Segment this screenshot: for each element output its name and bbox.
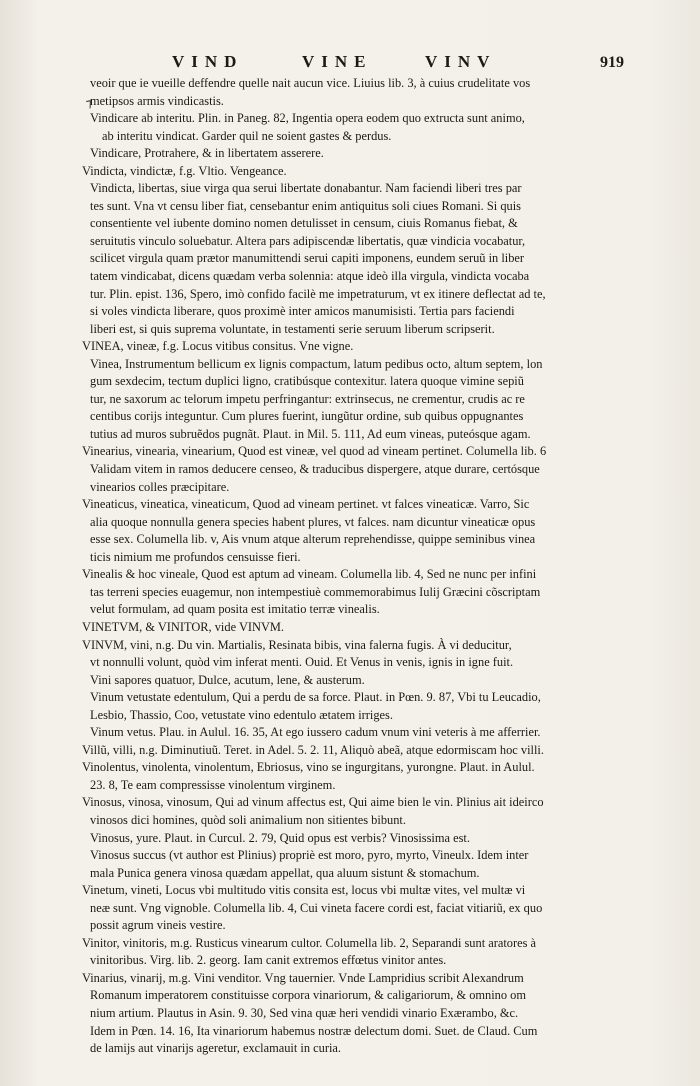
text-line: Validam vitem in ramos deducere censeo, & traducibus dispergere, atque durare, certósque: [90, 462, 540, 477]
text-line: seruitutis vinculo soluebatur. Altera pars adipiscendæ libertatis, quæ vindicia vocabatur,: [90, 233, 526, 248]
text-line: ticis nimium me profundos censuisse fieri.: [90, 549, 301, 564]
text-line: Vinitor, vinitoris, m.g. Rusticus vinearum cultor. Columella lib. 2, Separandi sunt aratores à: [82, 935, 537, 950]
text-line: neæ sunt. Vng vignoble. Columella lib. 4, Cui vineta facere cordi est, faciat vitiariũ, ex quo: [90, 900, 543, 915]
running-head-word: VINV: [425, 52, 497, 71]
text-line: tes sunt. Vna vt censu liber fiat, censebantur enim antiquitus soli ciues Romani. Si quis: [90, 198, 521, 213]
page-number: 919: [600, 54, 624, 71]
text-line: mala Punica genera vinosa quædam appellat, qua aluum sistunt & stomachum.: [90, 865, 480, 880]
text-line: Idem in Pœn. 14. 16, Ita vinariorum habemus nostræ delectum domi. Suet. de Claud. Cum: [90, 1023, 538, 1038]
text-line: liberi est, si quis suprema voluntate, in testamenti serie seruum liberum scripserit.: [90, 321, 495, 336]
text-line: Villũ, villi, n.g. Diminutiuũ. Teret. in Adel. 5. 2. 11, Aliquò abeã, atque edormiscam hoc villi.: [82, 742, 544, 757]
running-head: [150, 52, 620, 74]
text-line: Vinum vetustate edentulum, Qui a perdu de sa force. Plaut. in Pœn. 9. 87, Vbi tu Leucadio,: [90, 690, 541, 705]
text-line: Vindicare, Protrahere, & in libertatem asserere.: [90, 146, 324, 161]
text-line: tur. Plin. epist. 136, Spero, imò confido facilè me impetraturum, vt ex itinere deflectat ad te,: [90, 286, 546, 301]
text-line: vinosos dici homines, quòd soli animalium non sitientes bibunt.: [90, 812, 406, 827]
text-line: Vinetum, vineti, Locus vbi multitudo vitis consita est, locus vbi multæ vites, vel multæ vi: [82, 883, 526, 898]
dictionary-body: [82, 75, 634, 1058]
running-head-word: VINE: [302, 52, 373, 71]
text-line: tur, ne saxorum ac telorum impetu perfringantur: extrinsecus, ne crementur, crudis ac re: [90, 391, 525, 406]
text-line: Vini sapores quatuor, Dulce, acutum, lene, & austerum.: [90, 672, 365, 687]
text-line: alia quoque nonnulla genera species habent plures, vt falces. nam dicuntur vineaticæ opus: [90, 514, 536, 529]
text-line: Vinum vetus. Plau. in Aulul. 16. 35, At ego iussero cadum vnum vini veteris à me afferrier.: [90, 725, 541, 740]
text-line: consentiente vel iubente domino nomen detulisset in censum, ciuis Romanus fiebat, &: [90, 216, 518, 231]
text-line: Vineaticus, vineatica, vineaticum, Quod ad vineam pertinet. vt falces vineaticæ. Varro, Sic: [82, 497, 530, 512]
text-line: 23. 8, Te eam compressisse vinolentum virginem.: [90, 777, 336, 792]
text-line: veoir que ie vueille deffendre quelle nait aucun vice. Liuius lib. 3, à cuius crudelitate vos: [90, 76, 531, 90]
text-line: scilicet virgula quam prætor manumittendi serui capiti imponens, eundem seruũ in liber: [90, 251, 525, 266]
text-line: VINEA, vineæ, f.g. Locus vitibus consitus. Vne vigne.: [82, 339, 354, 354]
text-line: tatem vindicabat, dicens quædam verba solennia: atque ideò illa virgula, vindicta vocaba: [90, 269, 530, 284]
text-line: metipsos armis vindicastis.: [90, 93, 224, 108]
text-line: Romanum imperatorem constituisse corpora vinariorum, & caligariorum, & omnino om: [90, 988, 526, 1003]
text-line: Vinolentus, vinolenta, vinolentum, Ebriosus, vino se ingurgitans, yurongne. Plaut. in Aulul.: [82, 760, 535, 775]
text-line: Vindicta, vindictæ, f.g. Vltio. Vengeance.: [82, 163, 287, 178]
text-line: Vindicare ab interitu. Plin. in Paneg. 82, Ingentia opera eodem quo extructa sunt animo,: [90, 111, 525, 126]
text-line: vinitoribus. Virg. lib. 2. georg. Iam canit extremos effœtus vinitor antes.: [90, 953, 447, 968]
running-head-word: VIND: [172, 52, 244, 71]
text-line: vinearios colles præcipitare.: [90, 479, 230, 494]
text-line: Vinarius, vinarij, m.g. Vini venditor. Vng tauernier. Vnde Lampridius scribit Alexandrum: [82, 970, 524, 985]
text-line: possit agrum vineis vestire.: [90, 918, 226, 933]
text-line: Vinosus, vinosa, vinosum, Qui ad vinum affectus est, Qui aime bien le vin. Plinius ait ideirco: [82, 795, 544, 810]
text-line: gum sexdecim, tectum duplici ligno, cratibúsque contexitur. latera quoque vimine sepiũ: [90, 374, 524, 389]
text-line: vt nonnulli volunt, quòd vim inferat menti. Ouid. Et Venus in venis, ignis in igne fuit.: [90, 655, 514, 670]
text-line: esse sex. Columella lib. v, Ais vnum atque alterum reprehendisse, quippe seminibus vinea: [90, 532, 536, 547]
text-line: Lesbio, Thassio, Coo, vetustate vino edentulo ætatem irriges.: [90, 707, 393, 722]
text-line: Vinosus, yure. Plaut. in Curcul. 2. 79, Quid opus est verbis? Vinosissima est.: [90, 830, 470, 845]
text-line: VINVM, vini, n.g. Du vin. Martialis, Resinata bibis, vina falerna fugis. À vi deducitur,: [82, 637, 512, 652]
text-line: tutius ad muros subruẽdos pugnãt. Plaut. in Mil. 5. 111, Ad eum vineas, puteósque agam.: [90, 426, 531, 441]
text-line: centibus corijs integuntur. Cum plures fuerint, iungũtur ordine, sub quibus oppugnantes: [90, 409, 524, 424]
text-line: de lamijs aut vinarijs ageretur, exclamauit in curia.: [90, 1041, 342, 1056]
margin-mark: ⁊: [84, 95, 94, 111]
text-line: tas terreni species euagemur, non intempestiuè commemorabimus Iulij Græcini cõscriptam: [90, 584, 541, 599]
text-line: Vinea, Instrumentum bellicum ex lignis compactum, latum pedibus octo, altum septem, lon: [90, 356, 543, 371]
text-line: Vindicta, libertas, siue virga qua serui libertate donabantur. Nam faciendi liberi tres par: [90, 181, 522, 196]
text-line: velut formulam, ad quam posita est imitatio terræ vinealis.: [90, 602, 380, 617]
text-line: nium artium. Plautus in Asin. 9. 30, Sed vina quæ heri vendidi vinario Exærambo, &c.: [90, 1005, 519, 1020]
text-line: Vinearius, vinearia, vinearium, Quod est vineæ, vel quod ad vineam pertinet. Columella lib. 6: [82, 444, 547, 459]
text-line: Vinealis & hoc vineale, Quod est aptum ad vineam. Columella lib. 4, Sed ne nunc per infini: [82, 567, 537, 582]
text-line: Vinosus succus (vt author est Plinius) propriè est moro, pyro, myrto, Vineulx. Idem inter: [90, 848, 529, 863]
text-line: VINETVM, & VINITOR, vide VINVM.: [82, 619, 285, 634]
text-line: si voles vindicta liberare, quos proximè inter amicos manumisisti. Tertia pars faciendi: [90, 304, 515, 319]
text-line: ab interitu vindicat. Garder quil ne soient gastes & perdus.: [102, 128, 392, 143]
